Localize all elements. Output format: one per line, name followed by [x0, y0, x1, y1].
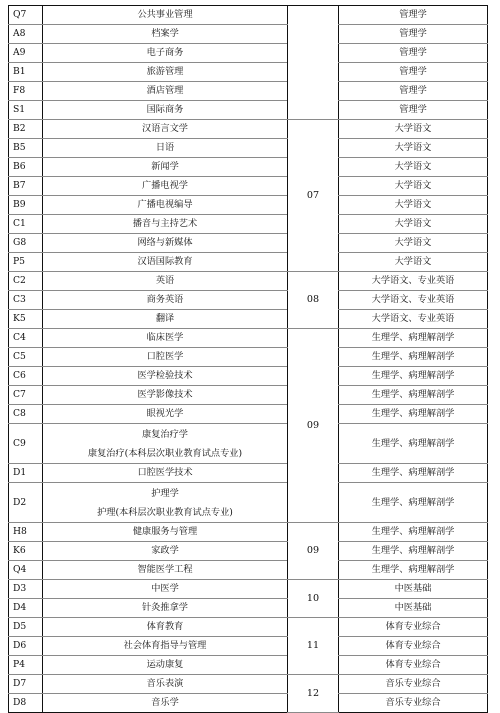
subject-cell: 大学语文、专业英语	[339, 272, 488, 291]
table-row	[9, 386, 488, 405]
subject-cell: 大学语文、专业英语	[339, 310, 488, 329]
subject-cell: 大学语文	[339, 177, 488, 196]
group-cell: 08	[288, 272, 339, 329]
code-cell: D2	[9, 483, 43, 523]
table-row	[9, 329, 488, 348]
subject-cell: 体育专业综合	[339, 618, 488, 637]
subject-cell: 生理学、病理解剖学	[339, 523, 488, 542]
major-cell: 酒店管理	[43, 82, 288, 101]
code-cell: Q7	[9, 6, 43, 25]
subject-cell: 生理学、病理解剖学	[339, 561, 488, 580]
table-row	[9, 367, 488, 386]
subject-cell: 管理学	[339, 63, 488, 82]
subject-cell: 生理学、病理解剖学	[339, 367, 488, 386]
major-cell: 针灸推拿学	[43, 599, 288, 618]
code-cell: B5	[9, 139, 43, 158]
major-cell: 英语	[43, 272, 288, 291]
table-row	[9, 63, 488, 82]
code-cell: B1	[9, 63, 43, 82]
code-cell: K5	[9, 310, 43, 329]
major-cell: 网络与新媒体	[43, 234, 288, 253]
code-cell: C8	[9, 405, 43, 424]
group-cell: 09	[288, 523, 339, 580]
code-cell: B6	[9, 158, 43, 177]
major-cell: 商务英语	[43, 291, 288, 310]
code-cell: A8	[9, 25, 43, 44]
code-cell: D8	[9, 694, 43, 713]
table-row	[9, 694, 488, 713]
table-row	[9, 561, 488, 580]
group-cell: 07	[288, 120, 339, 272]
code-cell: B2	[9, 120, 43, 139]
major-line-1: 康复治疗学	[142, 428, 188, 440]
table-row	[9, 196, 488, 215]
code-cell: G8	[9, 234, 43, 253]
table-row	[9, 656, 488, 675]
subject-cell: 大学语文	[339, 215, 488, 234]
table-row	[9, 253, 488, 272]
subject-cell: 生理学、病理解剖学	[339, 386, 488, 405]
major-cell: 翻译	[43, 310, 288, 329]
subject-cell: 大学语文	[339, 234, 488, 253]
subject-cell: 中医基础	[339, 599, 488, 618]
major-cell: 体育教育	[43, 618, 288, 637]
major-cell: 播音与主持艺术	[43, 215, 288, 234]
major-cell: 日语	[43, 139, 288, 158]
subject-cell: 生理学、病理解剖学	[339, 483, 488, 523]
table-row	[9, 542, 488, 561]
major-cell: 家政学	[43, 542, 288, 561]
subject-cell: 中医基础	[339, 580, 488, 599]
code-cell: C1	[9, 215, 43, 234]
major-cell: 旅游管理	[43, 63, 288, 82]
major-cell: 眼视光学	[43, 405, 288, 424]
subject-cell: 生理学、病理解剖学	[339, 329, 488, 348]
subject-cell: 体育专业综合	[339, 656, 488, 675]
code-cell: K6	[9, 542, 43, 561]
major-cell: 国际商务	[43, 101, 288, 120]
table-row	[9, 580, 488, 599]
table-row	[9, 272, 488, 291]
table-row	[9, 675, 488, 694]
group-cell: 09	[288, 329, 339, 523]
code-cell: C9	[9, 424, 43, 464]
major-cell: 中医学	[43, 580, 288, 599]
table-row	[9, 483, 488, 523]
subject-cell: 管理学	[339, 44, 488, 63]
major-cell: 健康服务与管理	[43, 523, 288, 542]
subject-cell: 音乐专业综合	[339, 675, 488, 694]
subject-cell: 生理学、病理解剖学	[339, 424, 488, 464]
table-row	[9, 139, 488, 158]
subject-cell: 生理学、病理解剖学	[339, 405, 488, 424]
table-row	[9, 523, 488, 542]
subject-cell: 生理学、病理解剖学	[339, 464, 488, 483]
code-cell: Q4	[9, 561, 43, 580]
code-cell: H8	[9, 523, 43, 542]
subject-cell: 管理学	[339, 6, 488, 25]
table-row	[9, 618, 488, 637]
major-cell: 汉语言文学	[43, 120, 288, 139]
table-row	[9, 464, 488, 483]
major-line-2: 护理(本科层次职业教育试点专业)	[97, 506, 233, 518]
group-cell: 10	[288, 580, 339, 618]
table-row	[9, 424, 488, 464]
major-line-1: 护理学	[151, 487, 179, 499]
major-cell: 电子商务	[43, 44, 288, 63]
code-cell: D5	[9, 618, 43, 637]
major-cell: 智能医学工程	[43, 561, 288, 580]
table-row	[9, 291, 488, 310]
code-cell: D3	[9, 580, 43, 599]
major-cell-two-line	[43, 424, 288, 464]
group-cell: 11	[288, 618, 339, 675]
table-row	[9, 234, 488, 253]
subject-cell: 生理学、病理解剖学	[339, 542, 488, 561]
table-row	[9, 637, 488, 656]
table-row	[9, 177, 488, 196]
group-cell-empty	[288, 6, 339, 120]
major-cell: 口腔医学	[43, 348, 288, 367]
subject-cell: 管理学	[339, 101, 488, 120]
code-cell: P5	[9, 253, 43, 272]
subject-cell: 管理学	[339, 25, 488, 44]
code-cell: C6	[9, 367, 43, 386]
code-cell: C5	[9, 348, 43, 367]
code-cell: C3	[9, 291, 43, 310]
table-row	[9, 310, 488, 329]
subject-cell: 大学语文、专业英语	[339, 291, 488, 310]
table-row	[9, 101, 488, 120]
subject-cell: 大学语文	[339, 158, 488, 177]
major-cell-two-line	[43, 483, 288, 523]
table-row	[9, 405, 488, 424]
code-cell: P4	[9, 656, 43, 675]
subject-cell: 管理学	[339, 82, 488, 101]
major-line-2: 康复治疗(本科层次职业教育试点专业)	[87, 447, 243, 459]
code-cell: D4	[9, 599, 43, 618]
major-cell: 广播电视编导	[43, 196, 288, 215]
major-cell: 医学检验技术	[43, 367, 288, 386]
table-row	[9, 158, 488, 177]
major-cell: 医学影像技术	[43, 386, 288, 405]
table-row	[9, 25, 488, 44]
code-cell: D1	[9, 464, 43, 483]
major-cell: 口腔医学技术	[43, 464, 288, 483]
code-cell: B9	[9, 196, 43, 215]
major-cell: 音乐学	[43, 694, 288, 713]
subject-cell: 音乐专业综合	[339, 694, 488, 713]
subject-cell: 生理学、病理解剖学	[339, 348, 488, 367]
subject-cell: 大学语文	[339, 120, 488, 139]
major-cell: 汉语国际教育	[43, 253, 288, 272]
group-cell: 12	[288, 675, 339, 713]
subject-cell: 体育专业综合	[339, 637, 488, 656]
subject-cell: 大学语文	[339, 196, 488, 215]
code-cell: F8	[9, 82, 43, 101]
major-cell: 运动康复	[43, 656, 288, 675]
major-cell: 公共事业管理	[43, 6, 288, 25]
table-row	[9, 44, 488, 63]
table-row	[9, 120, 488, 139]
major-subject-table	[8, 5, 488, 713]
major-cell: 社会体育指导与管理	[43, 637, 288, 656]
major-cell: 临床医学	[43, 329, 288, 348]
major-cell: 新闻学	[43, 158, 288, 177]
code-cell: B7	[9, 177, 43, 196]
code-cell: A9	[9, 44, 43, 63]
code-cell: C2	[9, 272, 43, 291]
table-row	[9, 6, 488, 25]
code-cell: D6	[9, 637, 43, 656]
subject-cell: 大学语文	[339, 139, 488, 158]
major-cell: 广播电视学	[43, 177, 288, 196]
subject-cell: 大学语文	[339, 253, 488, 272]
code-cell: C7	[9, 386, 43, 405]
major-cell: 档案学	[43, 25, 288, 44]
code-cell: S1	[9, 101, 43, 120]
table-row	[9, 599, 488, 618]
table-row	[9, 348, 488, 367]
code-cell: D7	[9, 675, 43, 694]
table-row	[9, 215, 488, 234]
code-cell: C4	[9, 329, 43, 348]
table-row	[9, 82, 488, 101]
major-cell: 音乐表演	[43, 675, 288, 694]
